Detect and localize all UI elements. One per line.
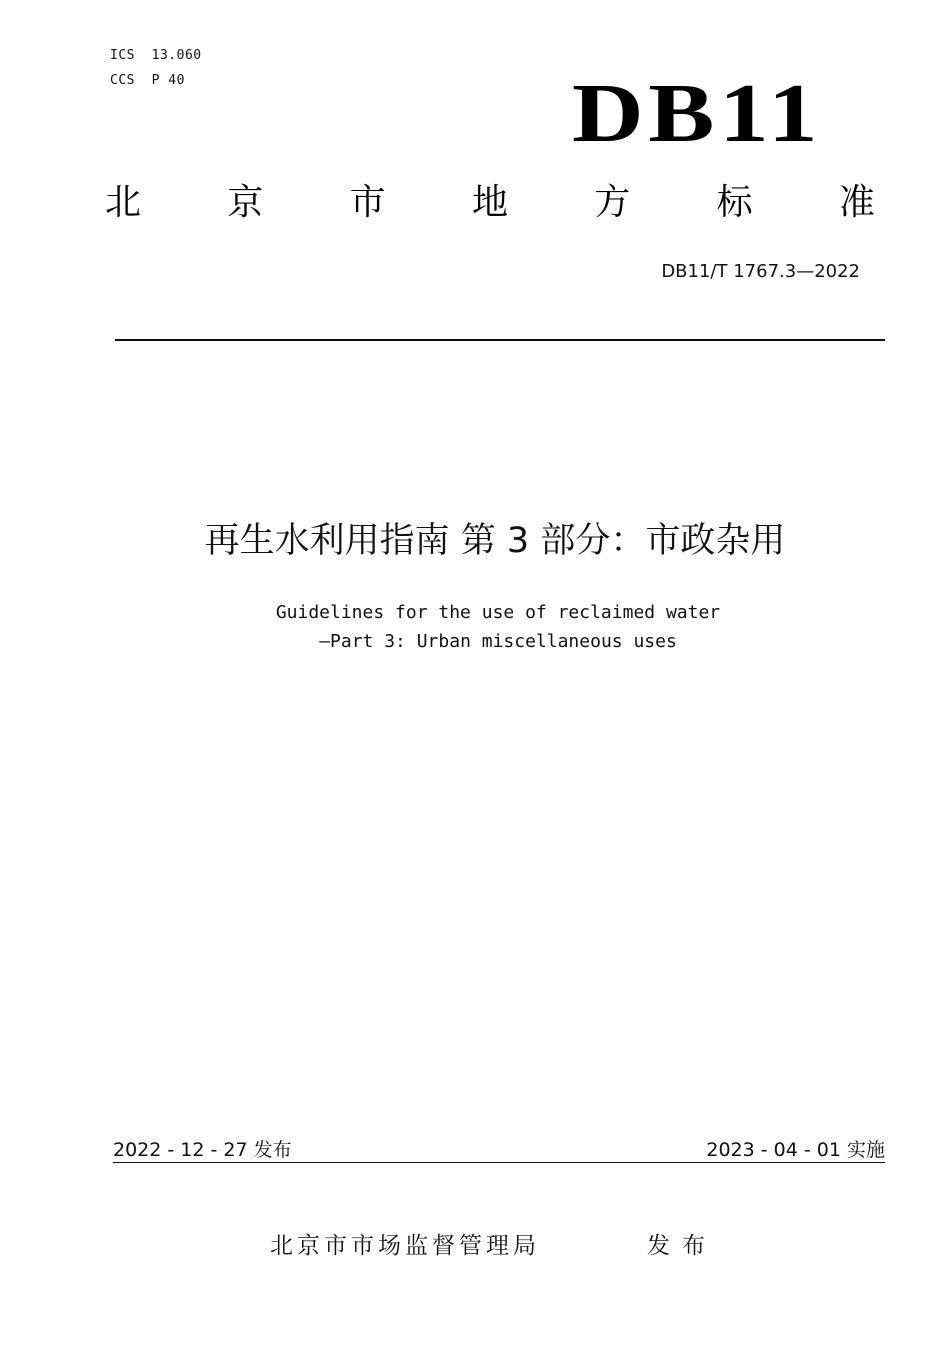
top-divider (115, 339, 885, 341)
standard-type-char: 方 (594, 182, 631, 223)
standard-type-char: 北 (105, 182, 142, 223)
issue-label: 发布 (647, 1233, 717, 1259)
db11-logo: DB11 (572, 67, 823, 160)
standard-type-char: 市 (349, 182, 386, 223)
standard-type-char: 京 (227, 182, 264, 223)
ics-code: ICS 13.060 (110, 48, 202, 63)
standard-type-char: 准 (838, 182, 875, 223)
issuing-authority: 北京市市场监督管理局 (270, 1233, 540, 1259)
standard-type-heading (105, 183, 875, 223)
implementation-date: 2023 - 04 - 01 实施 (706, 1139, 885, 1161)
title-english-line2: —Part 3: Urban miscellaneous uses (319, 631, 677, 652)
standard-type-char: 标 (716, 182, 753, 223)
issue-date: 2022 - 12 - 27 发布 (113, 1139, 292, 1161)
bottom-divider (113, 1162, 885, 1163)
standard-number: DB11/T 1767.3—2022 (661, 261, 860, 282)
title-chinese: 再生水利用指南 第 3 部分：市政杂用 (204, 521, 786, 561)
title-english-line1: Guidelines for the use of reclaimed water (275, 602, 721, 623)
ccs-code: CCS P 40 (110, 73, 185, 88)
standard-type-char: 地 (471, 182, 508, 223)
